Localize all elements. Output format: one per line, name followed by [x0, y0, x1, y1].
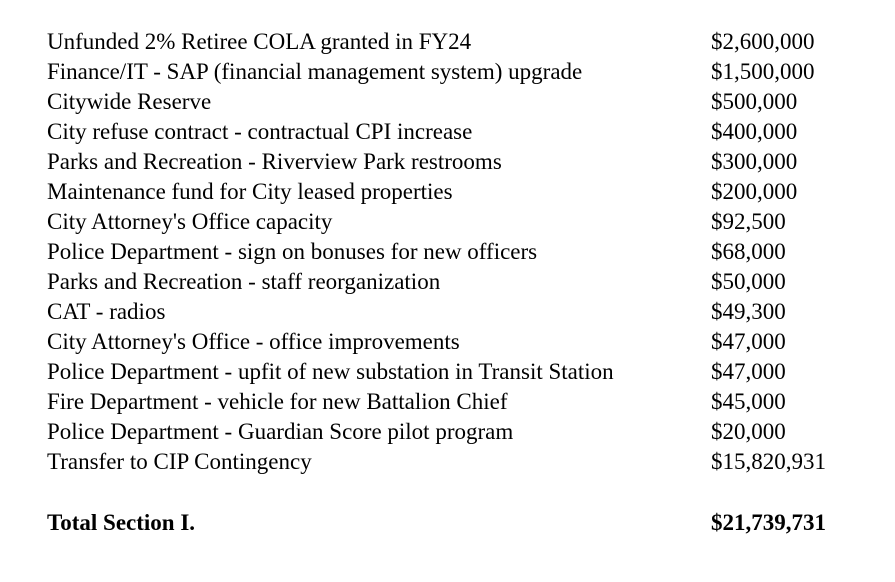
item-label: Unfunded 2% Retiree COLA granted in FY24 — [47, 29, 472, 54]
item-label: City Attorney's Office - office improvements — [47, 329, 460, 354]
item-label: Transfer to CIP Contingency — [47, 449, 312, 474]
item-amount: $400,000 — [711, 119, 798, 144]
item-label: Police Department - upfit of new substation in Transit Station — [47, 359, 614, 384]
list-item — [47, 207, 867, 237]
item-amount: $92,500 — [711, 209, 786, 234]
total-row — [47, 508, 867, 538]
item-label: Police Department - Guardian Score pilot program — [47, 419, 514, 444]
total-label: Total Section I. — [47, 510, 196, 535]
item-label: Maintenance fund for City leased properties — [47, 179, 453, 204]
item-label: Fire Department - vehicle for new Battalion Chief — [47, 389, 508, 414]
list-item — [47, 177, 867, 207]
item-label: Finance/IT - SAP (financial management system) upgrade — [47, 59, 583, 84]
list-item — [47, 267, 867, 297]
item-amount: $47,000 — [711, 359, 786, 384]
item-amount: $49,300 — [711, 299, 786, 324]
total-amount: $21,739,731 — [711, 510, 826, 535]
item-amount: $47,000 — [711, 329, 786, 354]
item-label: Police Department - sign on bonuses for new officers — [47, 239, 538, 264]
item-amount: $300,000 — [711, 149, 798, 174]
item-amount: $15,820,931 — [711, 449, 826, 474]
list-item — [47, 237, 867, 267]
budget-list — [47, 27, 867, 538]
item-amount: $500,000 — [711, 89, 798, 114]
item-amount: $1,500,000 — [711, 59, 815, 84]
item-amount: $2,600,000 — [711, 29, 815, 54]
item-label: CAT - radios — [47, 299, 166, 324]
list-item — [47, 117, 867, 147]
item-label: City Attorney's Office capacity — [47, 209, 333, 234]
list-item — [47, 327, 867, 357]
item-label: City refuse contract - contractual CPI increase — [47, 119, 473, 144]
item-amount: $20,000 — [711, 419, 786, 444]
item-label: Parks and Recreation - Riverview Park restrooms — [47, 149, 502, 174]
item-label: Parks and Recreation - staff reorganization — [47, 269, 441, 294]
item-amount: $68,000 — [711, 239, 786, 264]
list-item — [47, 417, 867, 447]
list-item — [47, 147, 867, 177]
list-item — [47, 447, 867, 477]
item-label: Citywide Reserve — [47, 89, 212, 114]
list-item — [47, 87, 867, 117]
list-item — [47, 297, 867, 327]
list-item — [47, 357, 867, 387]
list-item — [47, 57, 867, 87]
list-item — [47, 27, 867, 57]
list-item — [47, 387, 867, 417]
item-amount: $50,000 — [711, 269, 786, 294]
spacer — [47, 477, 867, 508]
item-amount: $200,000 — [711, 179, 798, 204]
item-amount: $45,000 — [711, 389, 786, 414]
